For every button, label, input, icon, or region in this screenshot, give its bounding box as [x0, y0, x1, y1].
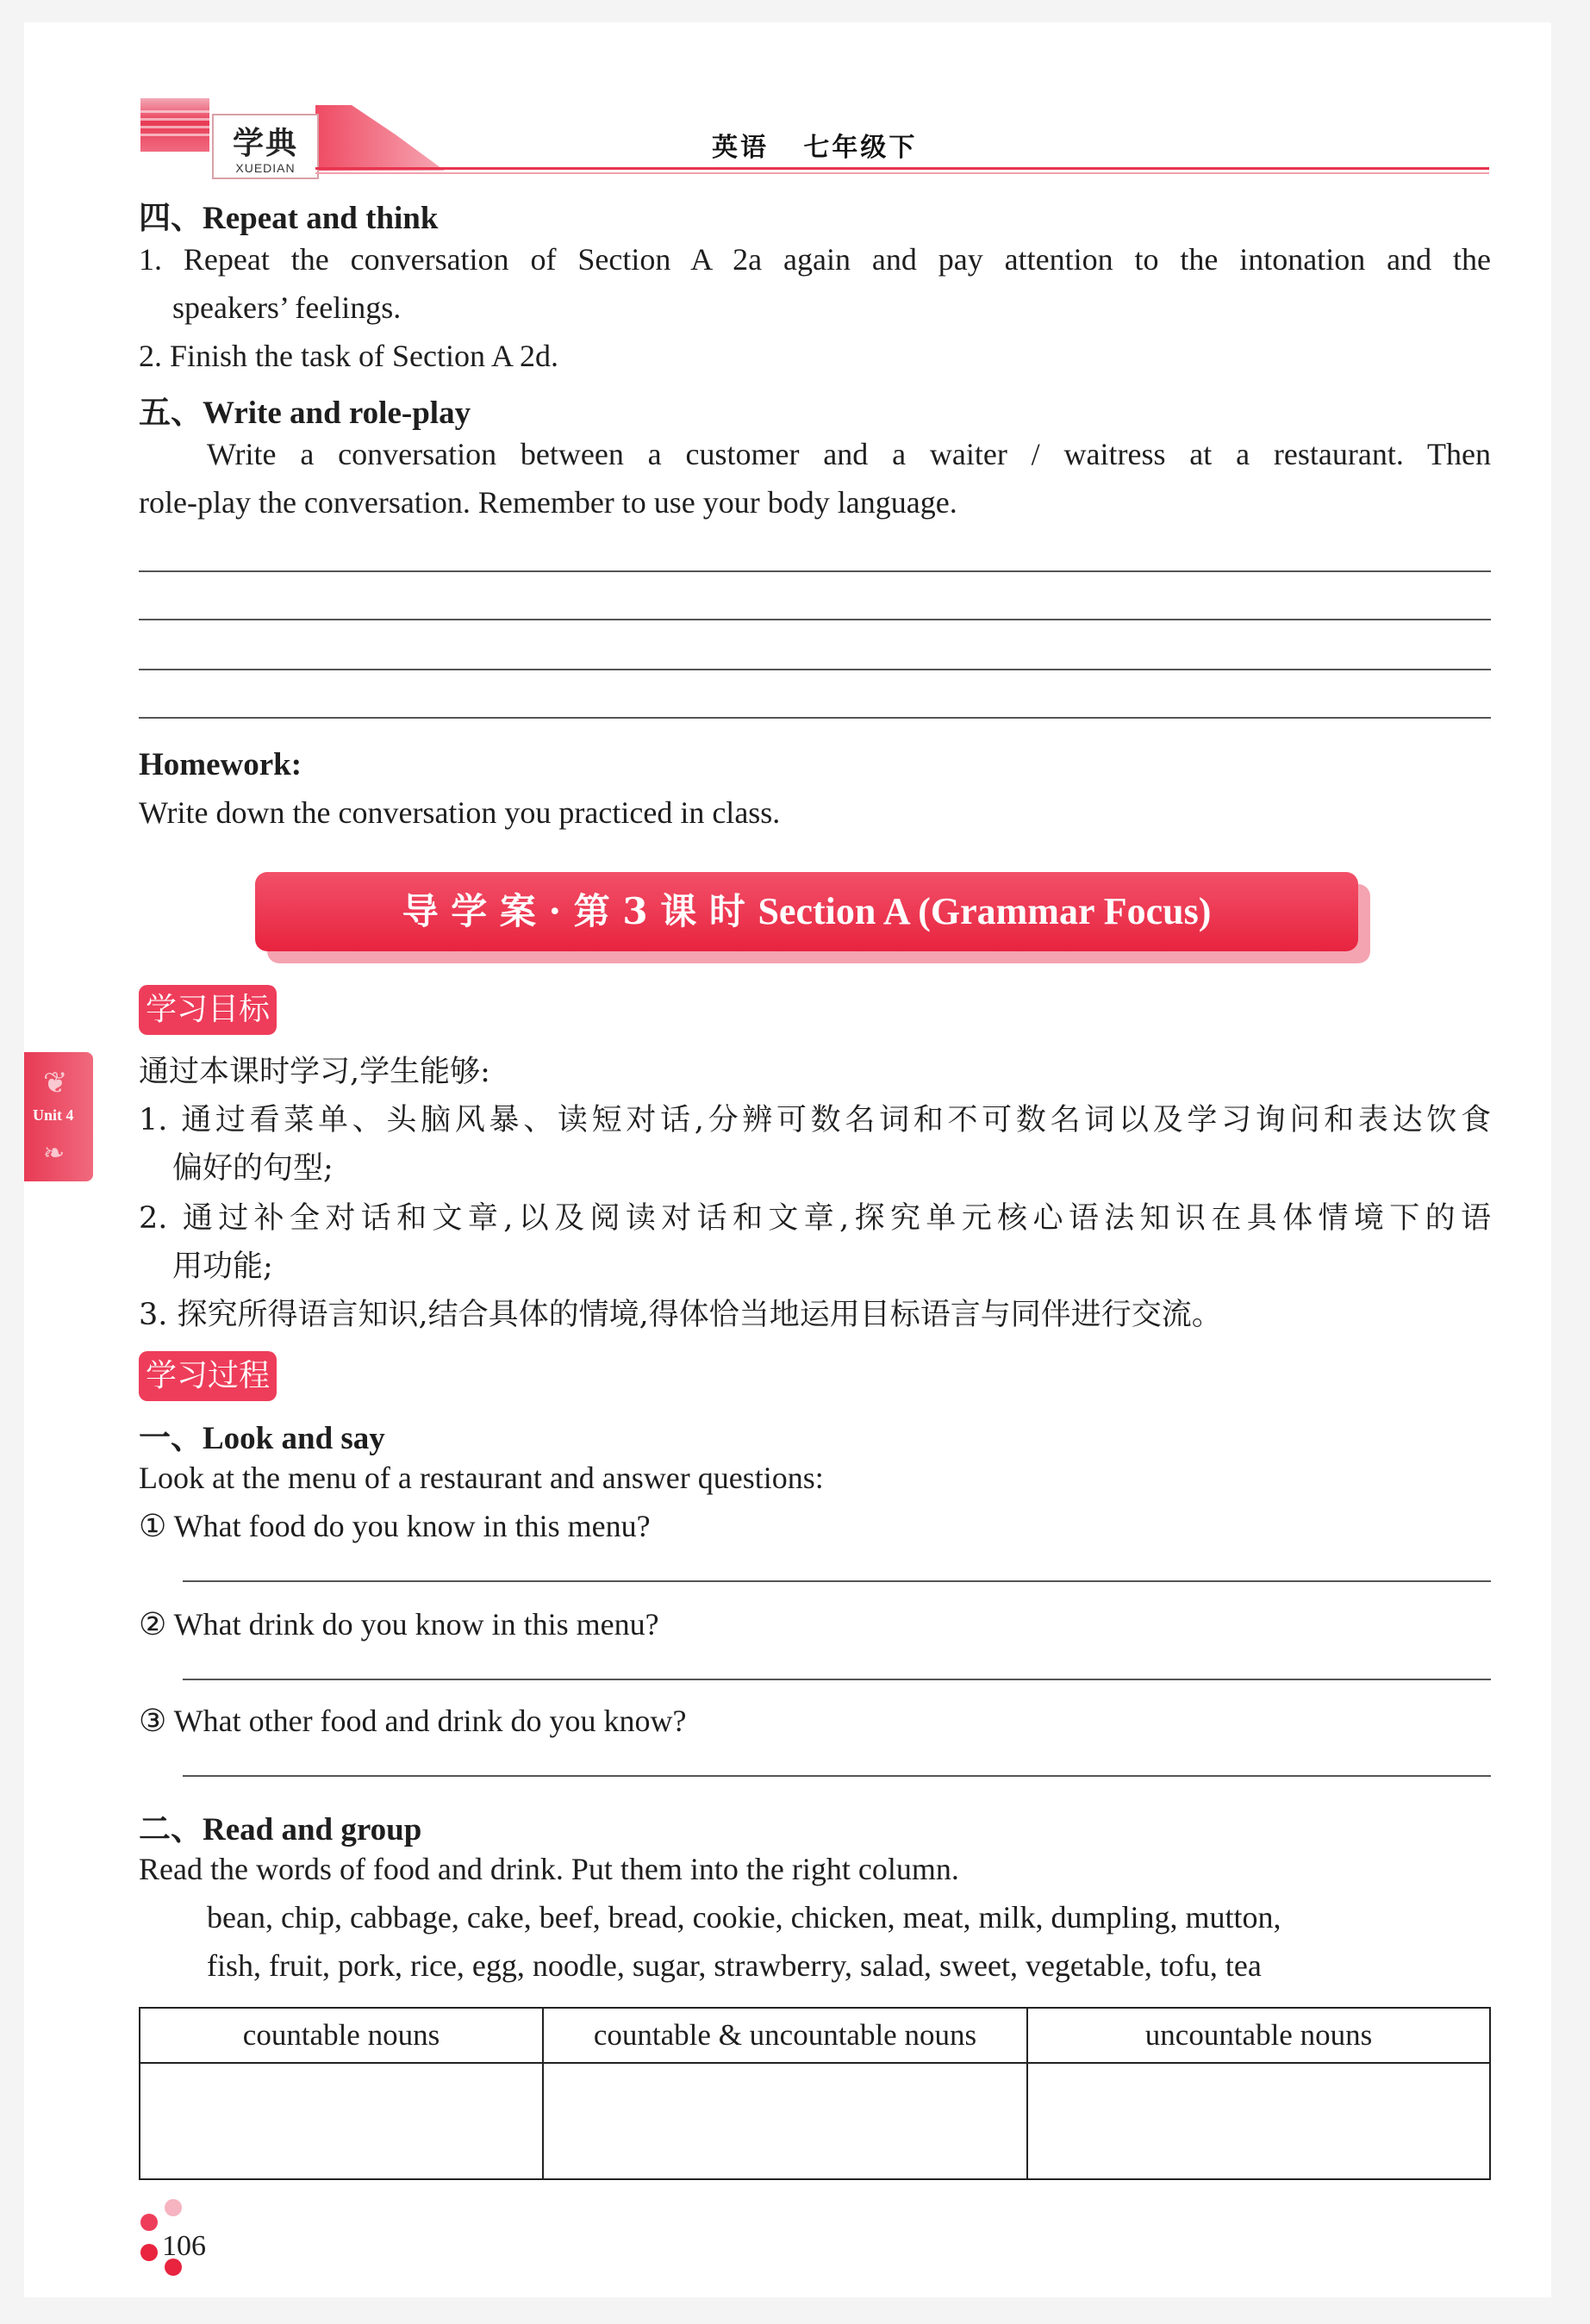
- swirl-icon: ❧: [43, 1139, 65, 1168]
- objectives-intro: 通过本课时学习,学生能够:: [139, 1055, 490, 1089]
- answer-line: [183, 1679, 1491, 1680]
- wing-icon: ❦: [43, 1068, 68, 1100]
- section4-item2: 2. Finish the task of Section A 2d.: [139, 339, 559, 373]
- word-list-line2: fish, fruit, pork, rice, egg, noodle, sugar, strawberry, salad, sweet, vegetable, tofu, tea: [207, 1948, 1262, 1983]
- table-header-rule: [140, 2062, 1489, 2064]
- objective-2-cont: 用功能;: [172, 1249, 273, 1284]
- answer-line: [183, 1775, 1491, 1777]
- question-3: ③ What other food and drink do you know?: [139, 1704, 687, 1738]
- dot-icon: [165, 2199, 182, 2216]
- header-rule-light: [315, 172, 1489, 174]
- logo: [212, 114, 319, 179]
- lesson-banner: [255, 872, 1358, 951]
- objective-2: 2. 通过补全对话和文章,以及阅读对话和文章,探究单元核心语法知识在具体情境下的语: [139, 1201, 1491, 1236]
- answer-line: [139, 570, 1491, 572]
- dot-icon: [140, 2214, 158, 2231]
- side-tab-label: Unit 4: [33, 1106, 74, 1124]
- section4-item1-cont: speakers’ feelings.: [172, 290, 402, 325]
- objectives-tag: 学习目标: [139, 985, 277, 1035]
- dot-icon: [140, 2244, 158, 2261]
- table-header-uncountable: uncountable nouns: [1144, 2018, 1373, 2052]
- banner-en: Section A (Grammar Focus): [758, 890, 1212, 932]
- objective-1: 1. 通过看菜单、头脑风暴、读短对话,分辨可数名词和不可数名词以及学习询问和表达饮食: [139, 1103, 1491, 1137]
- part2-intro: Read the words of food and drink. Put them into the right column.: [139, 1852, 959, 1886]
- section4-heading: 四、Repeat and think: [139, 201, 439, 236]
- homework-text: Write down the conversation you practiced in class.: [139, 795, 781, 830]
- question-2: ② What drink do you know in this menu?: [139, 1607, 659, 1642]
- noun-table: [139, 2007, 1491, 2180]
- answer-line: [139, 669, 1491, 670]
- page-number: 106: [162, 2230, 206, 2262]
- answer-line: [183, 1580, 1491, 1582]
- answer-line: [139, 619, 1491, 620]
- side-tab: [24, 1052, 93, 1181]
- page-content: [24, 22, 1551, 2297]
- header-rule: [315, 167, 1489, 170]
- table-header-countable: countable nouns: [242, 2018, 440, 2052]
- section5-line1: Write a conversation between a customer and a waiter / waitress at a restaurant. Then: [207, 437, 1491, 471]
- banner-cn: 导 学 案 · 第 3 课 时: [402, 890, 758, 932]
- book-title: 英语 七年级下: [712, 133, 918, 163]
- header-stripes: [140, 110, 209, 140]
- question-1: ① What food do you know in this menu?: [139, 1509, 651, 1543]
- logo-cn: 学典: [232, 125, 298, 161]
- word-list-line1: bean, chip, cabbage, cake, beef, bread, cookie, chicken, meat, milk, dumpling, mutton,: [207, 1900, 1281, 1935]
- logo-en: XUEDIAN: [235, 161, 296, 175]
- answer-line: [139, 717, 1491, 719]
- objective-3: 3. 探究所得语言知识,结合具体的情境,得体恰当地运用目标语言与同伴进行交流。: [139, 1298, 1222, 1332]
- section5-heading: 五、Write and role-play: [139, 396, 471, 431]
- page: [24, 22, 1551, 2297]
- part1-intro: Look at the menu of a restaurant and answer questions:: [139, 1461, 824, 1495]
- objective-1-cont: 偏好的句型;: [172, 1151, 334, 1186]
- table-header-both: countable & uncountable nouns: [593, 2018, 977, 2052]
- header-swoosh: [315, 105, 445, 171]
- part2-heading: 二、Read and group: [139, 1812, 422, 1847]
- section5-line2: role-play the conversation. Remember to use your body language.: [139, 485, 957, 520]
- part1-heading: 一、Look and say: [139, 1421, 385, 1456]
- homework-heading: Homework:: [139, 747, 302, 782]
- section4-item1: 1. Repeat the conversation of Section A 2a again and pay attention to the intonation and the: [139, 242, 1491, 277]
- process-tag: 学习过程: [139, 1351, 277, 1401]
